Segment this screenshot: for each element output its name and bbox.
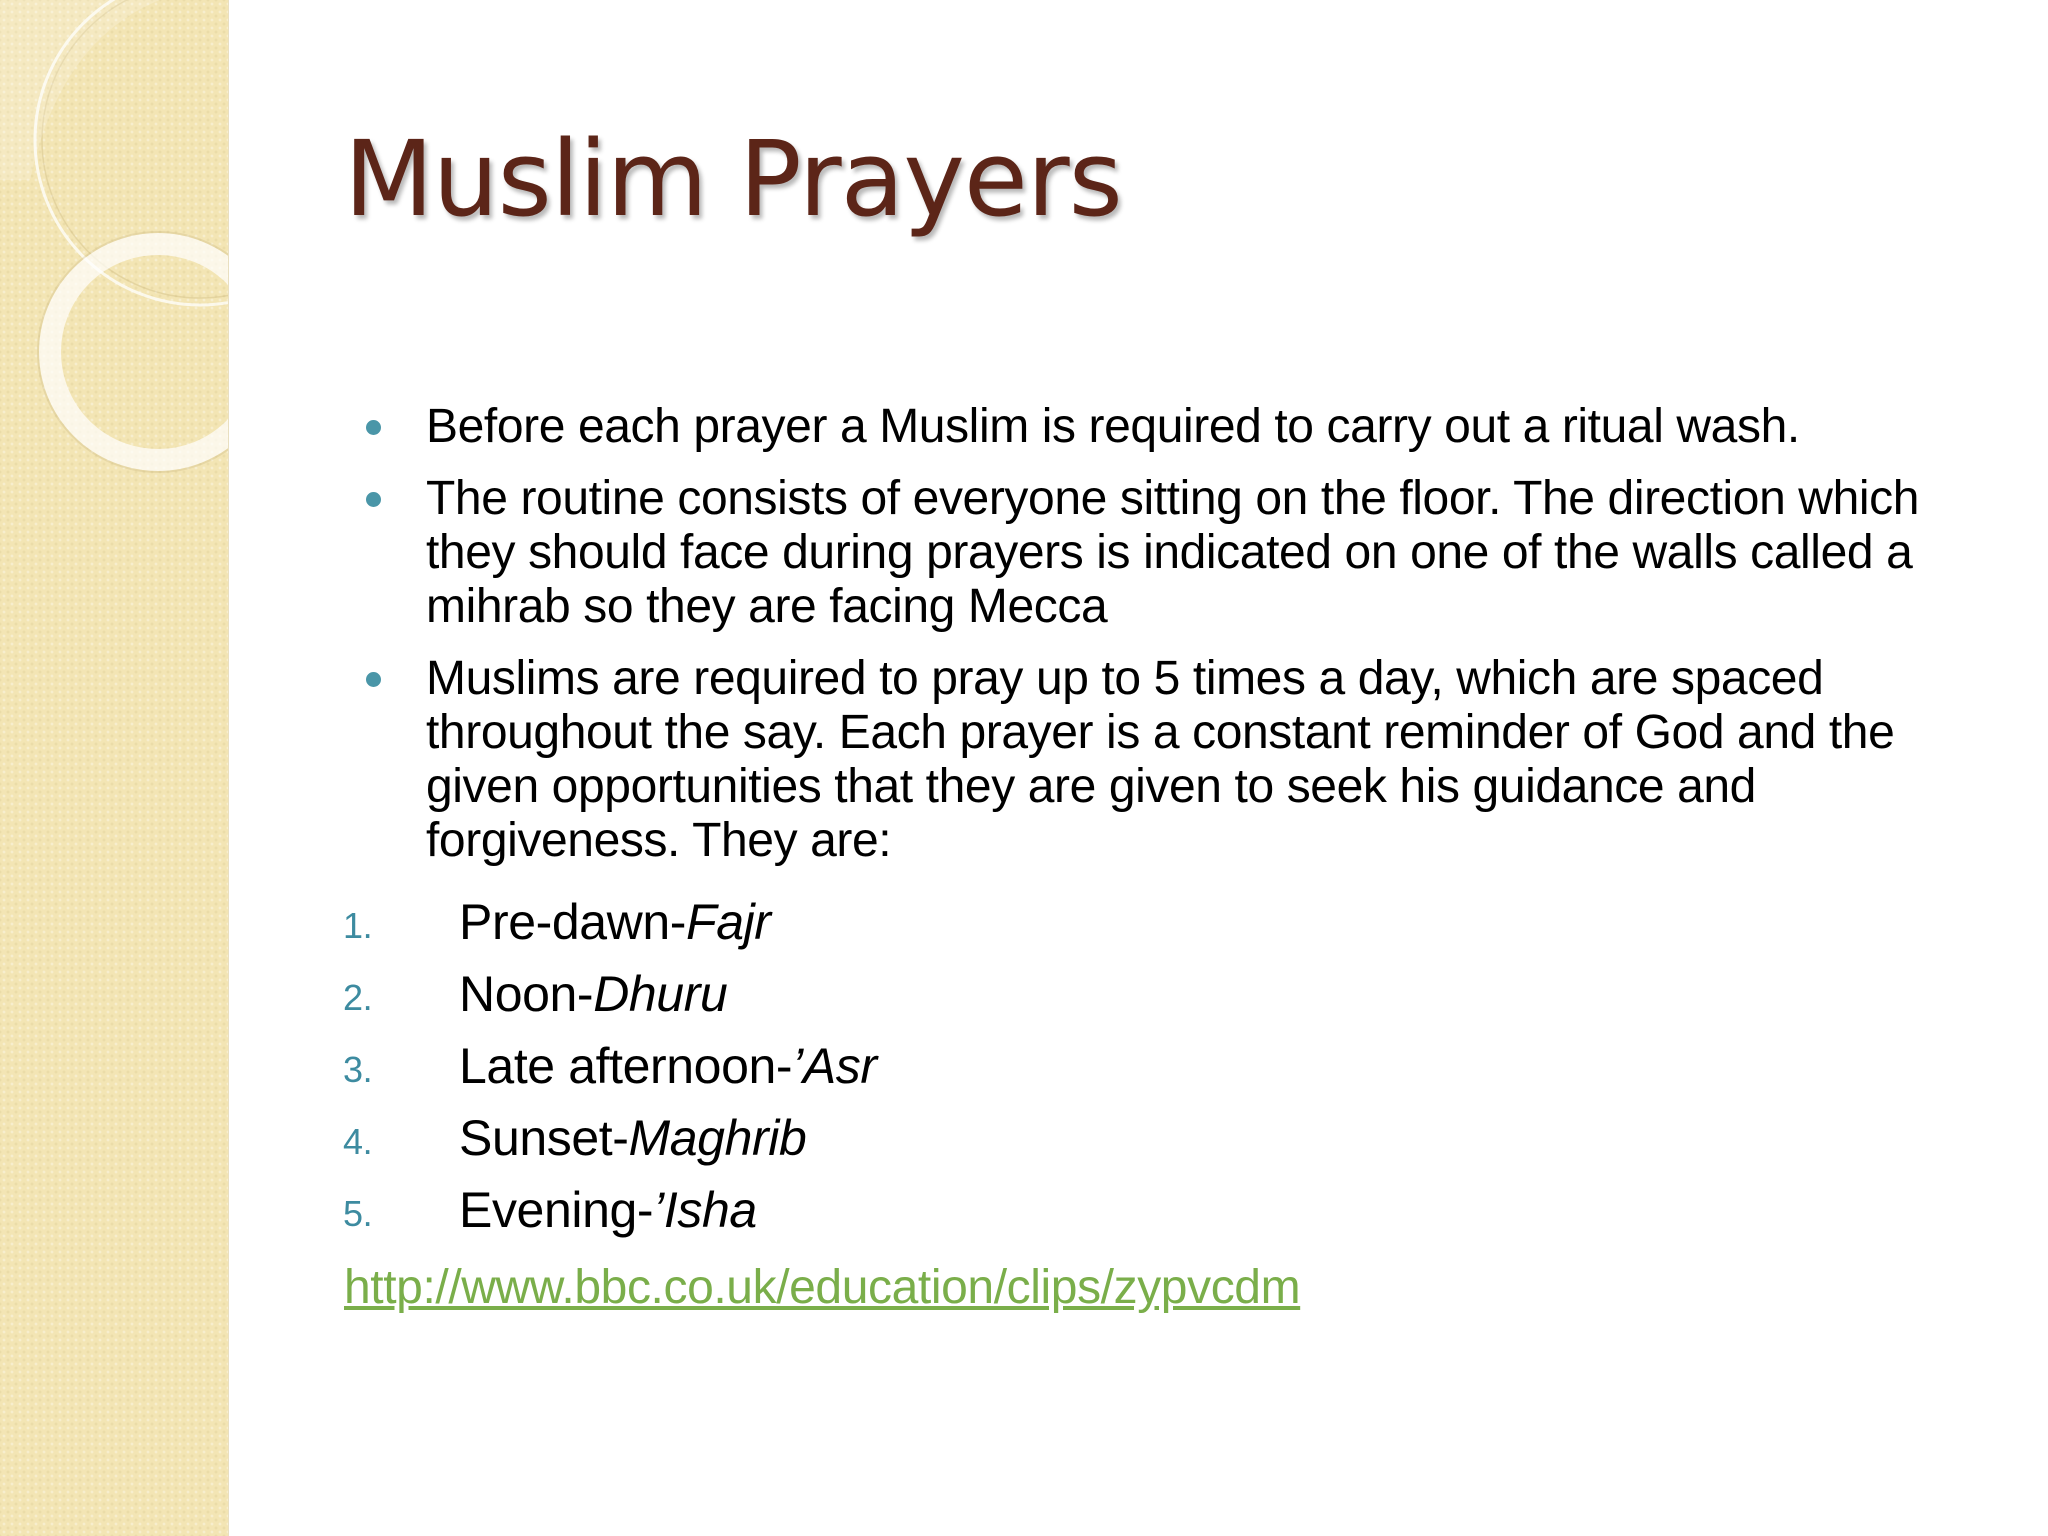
prayer-name: Dhuru xyxy=(593,966,728,1022)
slide-title: Muslim Prayers xyxy=(344,118,1122,240)
prayer-item xyxy=(343,958,2004,1030)
bullet-item xyxy=(344,652,2004,868)
prayer-number: 5. xyxy=(343,1193,373,1234)
bullet-text: Before each prayer a Muslim is required to carry out a ritual wash. xyxy=(426,400,1800,453)
prayer-time: Late afternoon- xyxy=(459,1038,793,1094)
bullet-text: Muslims are required to pray up to 5 times a day, which are spaced throughout the say. Each prayer is a constant reminder of God and the given opportunities that they are given to seek his guidance and forgiveness. They are: xyxy=(426,652,1895,867)
prayer-name: Fajr xyxy=(686,894,771,950)
prayer-time: Noon- xyxy=(459,966,594,1022)
prayer-list xyxy=(343,886,2004,1246)
slide-content xyxy=(344,400,2004,1324)
decorative-circles xyxy=(0,0,228,1536)
prayer-number: 2. xyxy=(343,977,373,1018)
bullet-item xyxy=(344,472,2004,634)
prayer-time: Pre-dawn- xyxy=(459,894,687,950)
prayer-name: ’Isha xyxy=(653,1182,757,1238)
prayer-time: Sunset- xyxy=(459,1110,629,1166)
prayer-name: ’Asr xyxy=(792,1038,877,1094)
bullet-item xyxy=(344,400,2004,454)
prayer-name: Maghrib xyxy=(628,1110,807,1166)
bullet-marker-icon xyxy=(366,492,381,507)
prayer-time: Evening- xyxy=(459,1182,654,1238)
bullet-marker-icon xyxy=(366,672,381,687)
prayer-item xyxy=(343,1102,2004,1174)
bullet-marker-icon xyxy=(366,420,381,435)
prayer-number: 1. xyxy=(343,905,373,946)
prayer-item xyxy=(343,1174,2004,1246)
prayer-item xyxy=(343,1030,2004,1102)
decorative-side-strip xyxy=(0,0,229,1536)
prayer-item xyxy=(343,886,2004,958)
prayer-number: 4. xyxy=(343,1121,373,1162)
bullet-list xyxy=(344,400,2004,868)
prayer-number: 3. xyxy=(343,1049,373,1090)
bbc-clip-link[interactable]: http://www.bbc.co.uk/education/clips/zypvcdm xyxy=(344,1261,1301,1314)
bullet-text: The routine consists of everyone sitting on the floor. The direction which they should face during prayers is indicated on one of the walls called a mihrab so they are facing Mecca xyxy=(426,472,1920,633)
